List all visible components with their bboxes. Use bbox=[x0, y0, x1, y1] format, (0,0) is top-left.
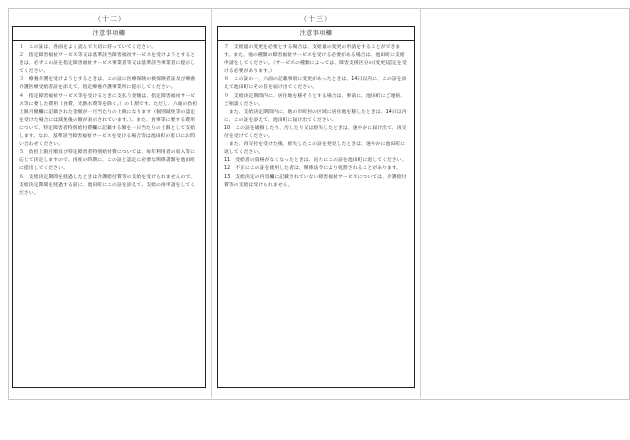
notes-panel-12 bbox=[12, 26, 206, 388]
note-item-8: ８ この証の一、六面の記載事項に変更があったときは、14日以内に、この証を添えて池田町にその旨を届け出てください。 bbox=[224, 77, 407, 91]
notes-body-12 bbox=[13, 41, 205, 198]
page-number-12: （十二） bbox=[94, 15, 126, 23]
page-number-13: （十三） bbox=[300, 15, 332, 23]
notes-panel-13 bbox=[217, 26, 415, 388]
note-item-13: 13 支給決定の内容欄に記載されていない障害福祉サービスについては、介護給付費等の支給は受けられません。 bbox=[224, 174, 407, 188]
note-item-10-cont: また、再交付を受けた後、紛失したこの証を発見したときは、速やかに池田町に返してください。 bbox=[224, 142, 406, 156]
note-item-10: 10 この証を破損したり、汚したり又は紛失したときは、速やかに届け出て、再交付を受けてください。 bbox=[224, 125, 407, 140]
note-item-9-cont: また、支給決定期間内に、他の市町村の区域に居住地を移したときは、14日以内に、この証を添えて、池田町に届け出てください。 bbox=[224, 109, 407, 123]
note-item-6: ６ 支給決定期間を経過したときは介護給付費等の支給を受けられませんので、支給決定期間を経過する前に、池田町にこの証を添えて、支給の再申請をしてください。 bbox=[19, 174, 196, 196]
note-item-12: 12 不正にこの証を使用した者は、関係法令により処罰されることがあります。 bbox=[224, 166, 402, 172]
column-divider-right bbox=[420, 8, 421, 398]
note-item-3: ３ 療養介護を受けようとするときは、この証に医療保険の被保険者証及び療養介護医療受給者証を添えて、指定療養介護事業所に提示してください。 bbox=[19, 77, 196, 91]
column-divider-left bbox=[211, 8, 212, 398]
notes-header-13: 注意事項欄 bbox=[218, 27, 414, 41]
note-item-4: ４ 指定障害福祉サービス等を受けるときに支払う金額は、指定障害福祉サービス等に要した費用（食費、光熱水費等を除く。）の１割です。ただし、六面の負担上限月額欄に記載された金額が一月当たりの上限になります（個別減免等の認定を受けた場合には減免後の額が表示されています。）。また、食事等に要する費用について、特定障害者特別給付費欄に記載する額を一日当たりの上限として支給します。なお、基準該当障害福祉サービスを受ける場合等は池田町の窓口にお問い合わせください。 bbox=[19, 93, 198, 148]
note-item-7: ７ 支給量の変更を必要とする場合は、支給量の変更の申請をすることができます。また、他の種類の障害福祉サービスを受ける必要がある場合は、池田町に支給申請をしてください。（サービスの種類によっては、障害支援区分の(変更)認定を受ける必要があります。） bbox=[224, 45, 407, 75]
note-item-5: ５ 負担上限月額及び特定障害者特別給付費については、毎年利用者の収入等に応じて決定しますので、再度の時期に、この証と認定に必要な関係書類を池田町に提出してください。 bbox=[19, 150, 196, 172]
note-item-9: ９ 支給決定期間内に、居住地を移そうとする場合は、事前に、池田町にご連絡、ご相談ください。 bbox=[224, 93, 406, 107]
notes-header-12: 注意事項欄 bbox=[13, 27, 205, 41]
note-item-2: ２ 指定障害福祉サービス等又は基準該当障害福祉サービスを受けようとするときは、必ずこの証を指定障害福祉サービス事業者等又は基準該当事業者に提示してください。 bbox=[19, 53, 196, 75]
note-item-1: １ この証は、各面をよく読んで大切に持っていてください。 bbox=[19, 45, 157, 50]
note-item-11: 11 受給者の資格がなくなったときは、直ちにこの証を池田町に返してください。 bbox=[224, 158, 407, 164]
notes-body-13 bbox=[218, 41, 414, 190]
